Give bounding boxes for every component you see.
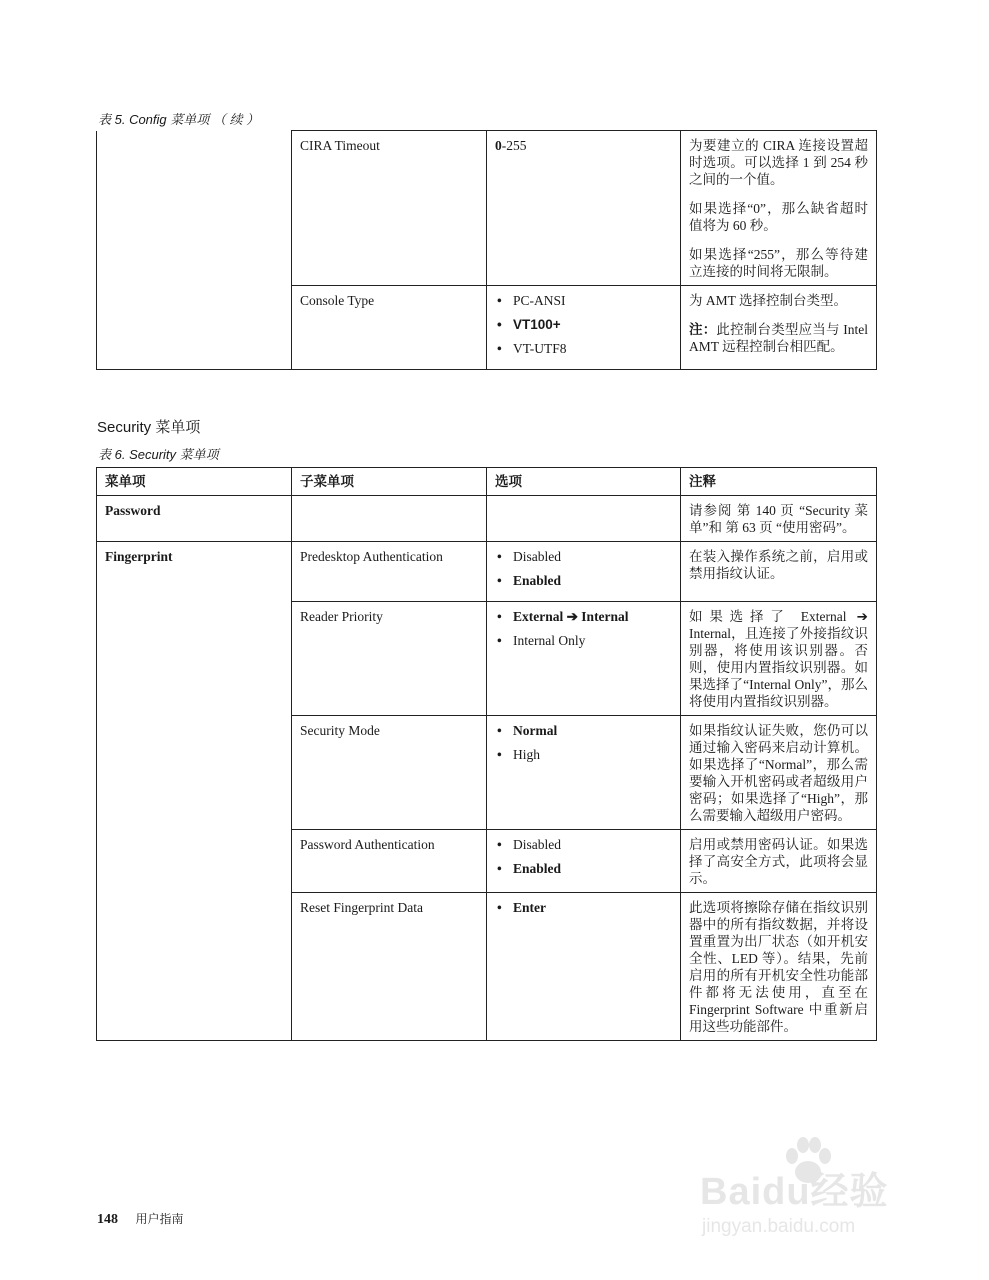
note-text: 为要建立的 CIRA 连接设置超时选项。可以选择 1 到 254 秒之间的一个值。 [689, 138, 868, 187]
options-cell [487, 716, 681, 830]
option-item: • Disabled [495, 548, 672, 565]
table-row [97, 542, 877, 602]
menu-cell-empty [97, 131, 292, 370]
watermark [700, 1140, 930, 1260]
notes-cell [681, 830, 877, 893]
note-text: 如果选择了 External ➔ Internal，且连接了外接指纹识别器，将使用该识别器。否则，使用内置指纹识别器。如果选择了“Internal Only”，那么将使用内置指纹识别器。 [689, 609, 868, 709]
options-cell-empty [487, 496, 681, 542]
options-cell [487, 602, 681, 716]
option-item-default: • Enter [495, 899, 672, 916]
note-text [689, 321, 868, 355]
submenu-cell: Security Mode [292, 716, 487, 830]
note-text: 如果选择“0”，那么缺省超时值将为 60 秒。 [689, 201, 868, 233]
note-body: 此控制台类型应当与 Intel AMT 远程控制台相匹配。 [689, 322, 868, 354]
column-header: 子菜单项 [292, 468, 487, 496]
option-item: • PC-ANSI [495, 292, 672, 309]
notes-cell [681, 496, 877, 542]
page-footer [97, 1210, 184, 1228]
column-header: 菜单项 [97, 468, 292, 496]
table5-caption: 表 5. Config 菜单项 （ 续 ） [98, 112, 260, 127]
notes-cell [681, 602, 877, 716]
watermark-logo: Baidu经验 [700, 1171, 889, 1213]
option-item: • Disabled [495, 836, 672, 853]
table-row [97, 131, 877, 286]
menu-cell: Password [97, 496, 292, 542]
security-table [96, 467, 877, 1041]
note-text: 请参阅 第 140 页 “Security 菜单”和 第 63 页 “使用密码”。 [689, 503, 868, 535]
submenu-cell [292, 131, 487, 286]
note-text: 在装入操作系统之前，启用或禁用指纹认证。 [689, 549, 868, 581]
notes-cell [681, 893, 877, 1041]
notes-cell [681, 286, 877, 370]
column-header: 注释 [681, 468, 877, 496]
options-cell [487, 286, 681, 370]
option-item: • High [495, 746, 672, 763]
table-row [97, 496, 877, 542]
submenu-label: CIRA Timeout [300, 138, 380, 153]
option-range: -255 [501, 138, 527, 153]
submenu-cell: Predesktop Authentication [292, 542, 487, 602]
options-cell [487, 830, 681, 893]
config-table [96, 130, 877, 370]
options-cell [487, 131, 681, 286]
option-item-default: • Enabled [495, 860, 672, 877]
submenu-cell [292, 286, 487, 370]
option-item-default: • Normal [495, 722, 672, 739]
submenu-cell: Password Authentication [292, 830, 487, 893]
option-item: • Internal Only [495, 632, 672, 649]
submenu-cell: Reset Fingerprint Data [292, 893, 487, 1041]
menu-cell: Fingerprint [97, 542, 292, 1041]
options-cell [487, 893, 681, 1041]
note-text: 启用或禁用密码认证。如果选择了高安全方式，此项将会显示。 [689, 837, 868, 886]
note-label: 注： [689, 322, 717, 337]
note-text: 如果选择“255”，那么等待建立连接的时间将无限制。 [689, 247, 868, 279]
note-text: 为 AMT 选择控制台类型。 [689, 293, 848, 308]
option-item-default: • VT100+ [495, 316, 672, 333]
submenu-label: Console Type [300, 293, 375, 308]
options-cell [487, 542, 681, 602]
notes-cell [681, 131, 877, 286]
section-title: Security 菜单项 [97, 419, 201, 436]
note-text: 此选项将擦除存储在指纹识别器中的所有指纹数据，并将设置重置为出厂状态（如开机安全性、LED 等）。结果，先前启用的所有开机安全性功能部件都将无法使用，直至在 Fingerprint Software 中重新启用这些功能部件。 [689, 900, 868, 1034]
submenu-cell: Reader Priority [292, 602, 487, 716]
option-item-default: • External ➔ Internal [495, 608, 672, 625]
option-default: 0 [495, 138, 502, 153]
page-number: 148 [97, 1212, 118, 1227]
column-header: 选项 [487, 468, 681, 496]
table-header-row [97, 468, 877, 496]
option-item-default: • Enabled [495, 572, 672, 589]
submenu-cell-empty [292, 496, 487, 542]
table6-caption: 表 6. Security 菜单项 [98, 447, 219, 462]
notes-cell [681, 716, 877, 830]
footer-title: 用户指南 [135, 1212, 184, 1226]
option-item: • VT-UTF8 [495, 340, 672, 357]
notes-cell [681, 542, 877, 602]
watermark-url: jingyan.baidu.com [702, 1216, 856, 1237]
note-text: 如果指纹认证失败，您仍可以通过输入密码来启动计算机。如果选择了“Normal”，那么需要输入开机密码或者超级用户密码；如果选择了“High”，那么需要输入超级用户密码。 [689, 723, 868, 823]
